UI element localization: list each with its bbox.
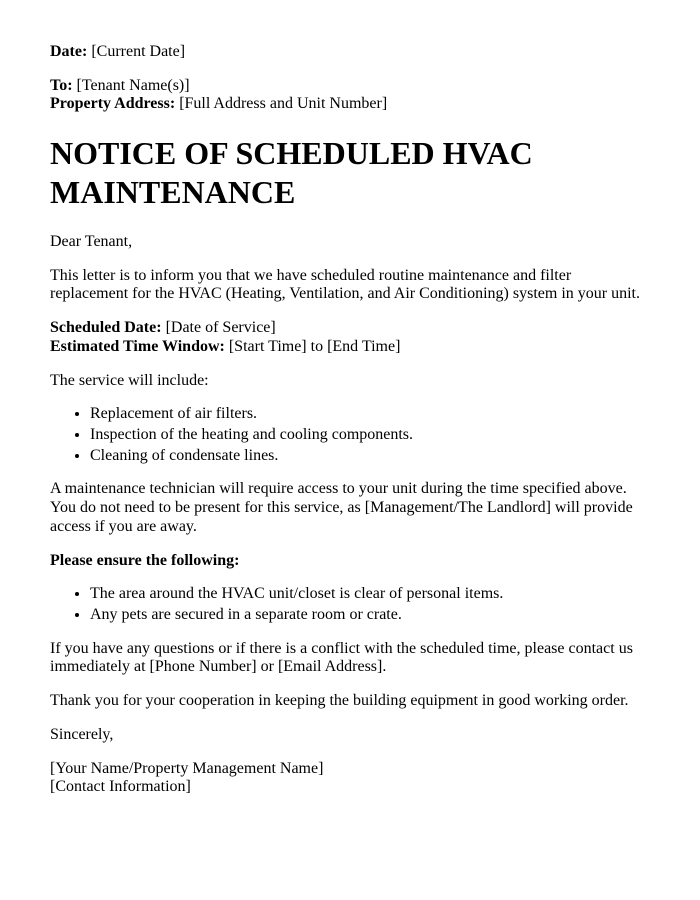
- access-paragraph: A maintenance technician will require access to your unit during the time specified above. You do not need to be present for this service, as [Management/The Landlord] will provide access if you are away.: [50, 480, 633, 535]
- time-window-label: Estimated Time Window:: [50, 337, 225, 355]
- letter-title: NOTICE OF SCHEDULED HVAC MAINTENANCE: [50, 135, 533, 210]
- property-address-line: [50, 95, 648, 114]
- signature-name: [Your Name/Property Management Name]: [50, 759, 324, 777]
- to-line: [50, 77, 648, 96]
- date-label: Date:: [50, 43, 88, 60]
- thanks-paragraph: Thank you for your cooperation in keeping the building equipment in good working order.: [50, 692, 629, 710]
- ensure-item: • Any pets are secured in a separate room or crate.: [90, 606, 648, 625]
- service-item: • Replacement of air filters.: [90, 405, 648, 424]
- date-value: [Current Date]: [91, 43, 186, 60]
- salutation: Dear Tenant,: [50, 232, 133, 250]
- ensure-heading: Please ensure the following:: [50, 551, 240, 569]
- to-value: [Tenant Name(s)]: [76, 76, 190, 94]
- scheduled-date-value: [Date of Service]: [165, 319, 276, 337]
- scheduled-date-line: [50, 319, 648, 338]
- intro-paragraph: This letter is to inform you that we have scheduled routine maintenance and filter replacement for the HVAC (Heating, Ventilation, and Air Conditioning) system in your unit.: [50, 266, 640, 303]
- closing: Sincerely,: [50, 725, 114, 743]
- contact-paragraph: If you have any questions or if there is a conflict with the scheduled time, please contact us immediately at [Phone Number] or [Email Address].: [50, 639, 633, 676]
- time-window-line: [50, 338, 648, 357]
- property-address-value: [Full Address and Unit Number]: [179, 95, 388, 113]
- service-list: [50, 405, 648, 465]
- schedule-block: [50, 319, 648, 356]
- service-intro: The service will include:: [50, 371, 209, 389]
- signature-contact: [Contact Information]: [50, 778, 191, 796]
- time-window-value: [Start Time] to [End Time]: [228, 337, 401, 355]
- to-label: To:: [50, 76, 73, 94]
- ensure-list: [50, 585, 648, 624]
- scheduled-date-label: Scheduled Date:: [50, 319, 162, 337]
- service-item: • Inspection of the heating and cooling components.: [90, 426, 648, 445]
- property-address-label: Property Address:: [50, 95, 176, 113]
- date-line: [50, 43, 648, 62]
- ensure-item: • The area around the HVAC unit/closet is clear of personal items.: [90, 585, 648, 604]
- recipient-block: [50, 77, 648, 114]
- signature-block: [50, 760, 648, 797]
- service-item: • Cleaning of condensate lines.: [90, 447, 648, 466]
